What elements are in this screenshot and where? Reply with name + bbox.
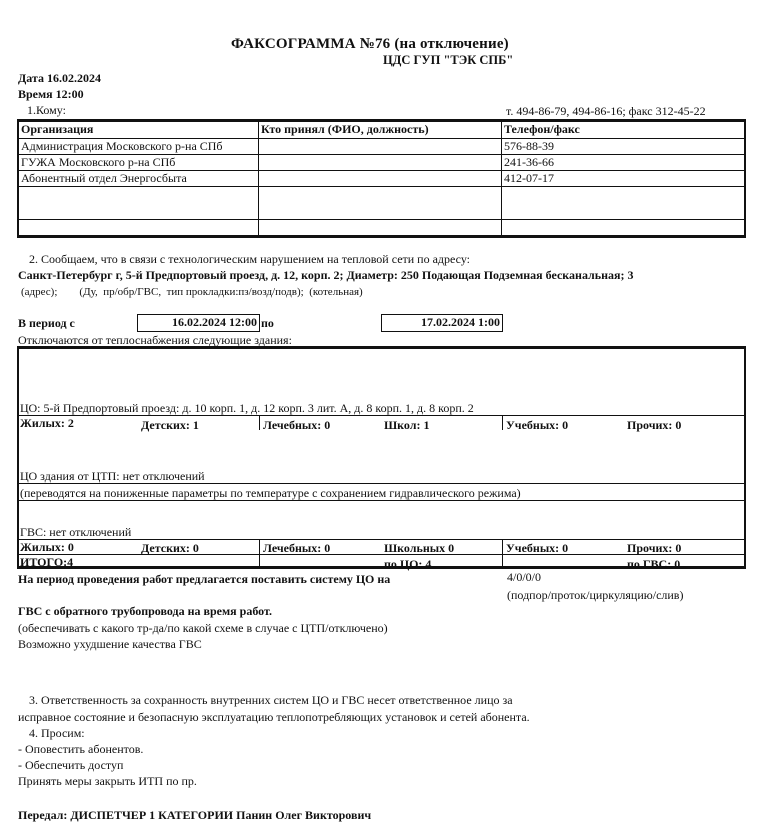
table-header-row [19, 122, 744, 139]
cell-organization: Абонентный отдел Энергосбыта [19, 171, 259, 186]
hws-note: (обеспечивать с какого тр-да/по какой схеме в случае с ЦТП/отключено) [18, 621, 388, 635]
hws-count-other: Прочих: 0 [627, 541, 682, 555]
quality-warning: Возможно ухудшение качества ГВС [18, 637, 202, 651]
cell-phone: 241-36-66 [504, 155, 554, 169]
co-count-children: Детских: 1 [141, 418, 199, 432]
document-title: ФАКСОГРАММА №76 (на отключение) [231, 36, 509, 52]
hws-count-children: Детских: 0 [141, 541, 199, 555]
co-count-medical: Лечебных: 0 [263, 418, 331, 432]
cell-organization: ГУЖА Московского р-на СПб [19, 155, 259, 170]
table-row [19, 220, 744, 235]
cell-phone: 576-88-39 [504, 139, 554, 153]
works-proposal: На период проведения работ предлагается поставить систему ЦО на [18, 572, 391, 586]
ctp-note: (переводятся на пониженные параметры по температуре с сохранением гидравлического режима) [20, 486, 521, 500]
divider [19, 539, 744, 540]
hws-count-residential: Жилых: 0 [20, 540, 74, 554]
co-count-educational: Учебных: 0 [506, 418, 569, 432]
period-to-label: по [261, 316, 274, 330]
co-count-schools: Школ: 1 [384, 418, 430, 432]
request-item: - Оповестить абонентов. [18, 742, 144, 756]
cell-organization: Администрация Московского р-на СПб [19, 139, 259, 154]
table-row [19, 187, 744, 220]
request-item: Принять меры закрыть ИТП по пр. [18, 774, 197, 788]
table-row [19, 139, 744, 155]
cell-received-by[interactable] [259, 171, 502, 186]
total-hws: по ГВС: 0 [627, 557, 681, 571]
incident-address: Санкт-Петербург г, 5-й Предпортовый проезд, д. 12, корп. 2; Диаметр: 250 Подающая Подземная бесканальная; 3 [18, 268, 634, 282]
divider [19, 500, 744, 501]
buildings-label: Отключаются от теплоснабжения следующие здания: [18, 333, 292, 347]
period-from-label: В период с [18, 316, 75, 330]
cell-phone [502, 220, 744, 235]
hws-status: ГВС: нет отключений [20, 525, 132, 539]
column-header-phone: Телефон/факс [504, 122, 580, 136]
hws-count-schools: Школьных 0 [384, 541, 455, 555]
column-header-organization: Организация [19, 122, 259, 138]
divider [259, 416, 260, 430]
hws-return: ГВС с обратного трубопровода на время работ. [18, 604, 273, 618]
ctp-status: ЦО здания от ЦТП: нет отключений [20, 469, 205, 483]
divider [502, 416, 503, 430]
responsibility-line-1: 3. Ответственность за сохранность внутренних систем ЦО и ГВС несет ответственное лицо за [29, 693, 513, 707]
mode-value: 4/0/0/0 [507, 570, 542, 584]
requests-heading: 4. Просим: [29, 726, 85, 740]
cell-phone: 412-07-17 [504, 171, 554, 185]
notice-intro: 2. Сообщаем, что в связи с технологическим нарушением на тепловой сети по адресу: [29, 252, 471, 266]
request-item: - Обеспечить доступ [18, 758, 124, 772]
organization-name: ЦДС ГУП "ТЭК СПБ" [383, 53, 514, 67]
cell-phone [502, 187, 744, 219]
total-co: по ЦО: 4 [384, 557, 432, 571]
cell-received-by[interactable] [259, 220, 502, 235]
divider [19, 483, 744, 484]
address-legend: (адрес); (Ду, пр/обр/ГВС, тип прокладки:пз/возд/подв); (котельная) [21, 286, 363, 298]
period-to-value: 17.02.2024 1:00 [381, 314, 503, 332]
divider [19, 415, 744, 416]
contacts-line: т. 494-86-79, 494-86-16; факс 312-45-22 [506, 104, 706, 118]
column-header-received-by: Кто принял (ФИО, должность) [259, 122, 502, 138]
period-from-value: 16.02.2024 12:00 [137, 314, 260, 332]
cell-organization [19, 220, 259, 235]
buildings-box [17, 346, 746, 569]
time-field: Время 12:00 [18, 87, 84, 101]
cell-received-by[interactable] [259, 187, 502, 219]
hws-count-educational: Учебных: 0 [506, 541, 569, 555]
hws-count-medical: Лечебных: 0 [263, 541, 331, 555]
recipients-table [17, 119, 746, 238]
cell-received-by[interactable] [259, 139, 502, 154]
co-count-other: Прочих: 0 [627, 418, 682, 432]
mode-legend: (подпор/проток/циркуляцию/слив) [507, 588, 684, 602]
to-label: 1.Кому: [27, 103, 66, 117]
co-building-list: ЦО: 5-й Предпортовый проезд: д. 10 корп. 1, д. 12 корп. 3 лит. А, д. 8 корп. 1, д. 8 корп. 2 [20, 401, 474, 415]
responsibility-line-2: исправное состояние и безопасную эксплуатацию теплопотребляющих установок и сетей абонента. [18, 710, 530, 724]
cell-received-by[interactable] [259, 155, 502, 170]
sender-signature: Передал: ДИСПЕТЧЕР 1 КАТЕГОРИИ Панин Олег Викторович [18, 808, 372, 822]
date-field: Дата 16.02.2024 [18, 71, 101, 85]
divider [19, 554, 744, 555]
table-row [19, 171, 744, 187]
table-row [19, 155, 744, 171]
co-count-residential: Жилых: 2 [20, 416, 74, 430]
cell-organization [19, 187, 259, 219]
total-count: ИТОГО:4 [20, 555, 74, 569]
